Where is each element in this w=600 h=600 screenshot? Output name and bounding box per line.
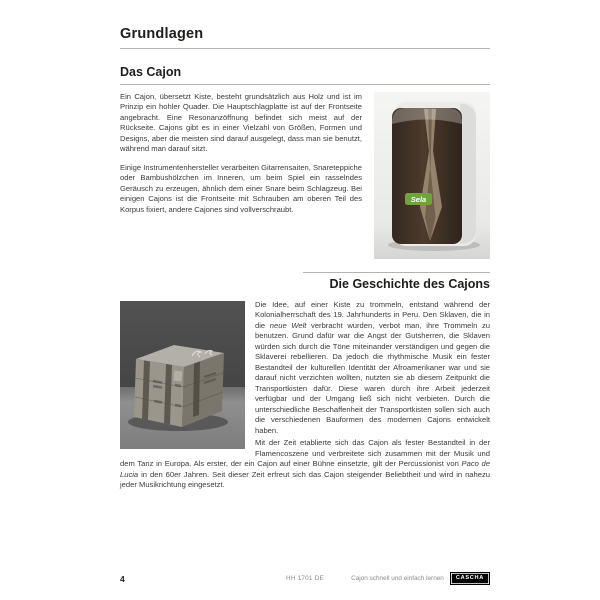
series-title: Cajon schnell und einfach lernen bbox=[351, 575, 444, 583]
page-footer bbox=[120, 572, 490, 585]
chapter-title: Grundlagen bbox=[120, 26, 204, 42]
geschichte-text-2: verbracht wurden, verbot man, ihre Trommeln zu benutzen. Grund dafür war die Angst der Gutsherren, die Sklaven würden sich durch die Töne miteinander verständigen und gegen die Sklaverei rebellieren. Da jedoch die rhythmische Musik ein fester Bestandteil der kulturellen Identität der Afroamerikaner war und sie darauf nicht verzichten wollten, nutzten sie ab diesem Zeitpunkt die Transportkisten dafür. Diese waren durch ihre Arbeit jederzeit verfügbar und der Umgang ließ sich nicht verbieten. Durch die unterschiedliche Beschaffenheit der Transportkisten sollen sich auch die verschiedenen Bauformen des modernen Cajons entwickelt haben. bbox=[255, 320, 490, 435]
geschichte-italic-2: Paco de Lucia bbox=[120, 459, 491, 479]
section-divider bbox=[120, 84, 490, 85]
geschichte-text-1: Die Idee, auf einer Kiste zu trommeln, entstand während der Kolonialherrschaft des 19. Jahrhunderts in Peru. Den Sklaven, die in die bbox=[255, 300, 490, 330]
paragraph: Einige Instrumentenhersteller verarbeiten Gitarrensaiten, Snareteppiche oder Bambushölzchen im Inneren, um beim Spiel ein rasselndes Geräusch zu erzeugen, ähnlich dem einer Snare beim Schlagzeug. Bei einigen Cajons ist die Frontseite mit Schrauben am oberen Teil des Korpus fixiert, andere Cajones sind vollverschraubt. bbox=[120, 162, 362, 214]
section-das-cajon bbox=[120, 65, 490, 259]
geschichte-content bbox=[120, 300, 490, 490]
section-title-geschichte: Die Geschichte des Cajons bbox=[329, 277, 490, 291]
cajon-illustration bbox=[374, 92, 490, 259]
geschichte-italic-1: neue Welt bbox=[269, 320, 307, 330]
geschichte-text-3: Mit der Zeit etablierte sich das Cajon als fester Bestandteil in der Flamencoszene und verbreitete sich zusammen mit der Musik und dem Tanz in Europa. Als erster, der ein Cajon auf einer Bühne einsetzte, gilt der Percussionist von bbox=[120, 438, 490, 469]
cajon-text-column bbox=[120, 92, 362, 259]
section-geschichte bbox=[120, 272, 490, 490]
geschichte-text-4: in den 60er Jahren. Seit dieser Zeit erfreut sich das Cajon steigender Beliebtheit und wird in nahezu jeder Musikrichtung eingesetzt. bbox=[120, 469, 490, 489]
cajon-product-photo bbox=[374, 92, 490, 259]
section-divider-right bbox=[303, 272, 490, 273]
historic-crate-photo bbox=[120, 301, 245, 449]
publisher-logo: CASCHA bbox=[450, 572, 490, 585]
print-code: HH 1701 DE bbox=[286, 575, 324, 583]
crate-illustration bbox=[120, 301, 245, 449]
paragraph: Ein Cajon, übersetzt Kiste, besteht grundsätzlich aus Holz und ist im Prinzip ein hohler Quader. Die Hauptschlagplatte ist auf der Frontseite angebracht. Eine Resonanzöffnung befindet sich meist auf der Rückseite. Cajons gibt es in einer Vielzahl von Größen, Formen und Designs, aber die meisten sind darauf ausgelegt, dass man sie benutzt, während man darauf sitzt. bbox=[120, 92, 362, 154]
chapter-divider bbox=[120, 48, 490, 49]
cajon-content-row bbox=[120, 92, 490, 259]
section-title-das-cajon: Das Cajon bbox=[120, 65, 182, 79]
cajon-brand-label: Sela bbox=[410, 195, 427, 204]
page-number: 4 bbox=[120, 573, 125, 584]
footer-right-group bbox=[351, 572, 490, 585]
